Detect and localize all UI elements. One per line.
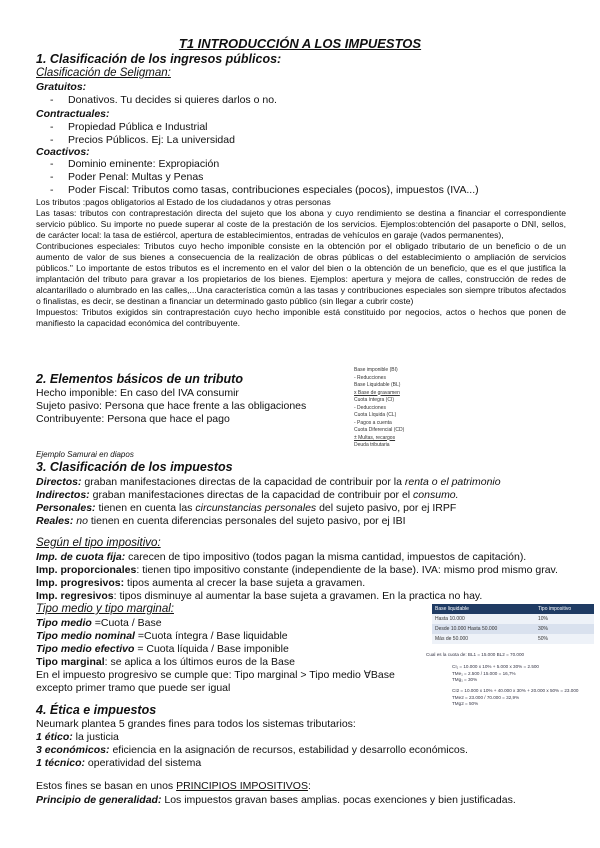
scheme-line: - Reducciones [354, 374, 386, 381]
tipo-medio-subheading: Tipo medio y tipo marginal: [36, 603, 174, 615]
table-header: Base liquidable [432, 604, 535, 614]
scheme-line: Cuota Líquida (CL) [354, 412, 397, 418]
liquidation-scheme [354, 367, 404, 450]
fin-tecnico: 1 técnico: operatividad del sistema [36, 757, 202, 769]
tipo-medio-line: Tipo medio =Cuota / Base [36, 617, 162, 629]
progresivo-rule: En el impuesto progresivo se cumple que: Tipo marginal > Tipo medio ∀Base [36, 669, 395, 681]
hecho-imponible: Hecho imponible: En caso del IVA consumir [36, 387, 239, 399]
seligman-subheading: Clasificación de Seligman: [36, 67, 171, 79]
table-header: Tipo impositivo [535, 604, 594, 614]
table-caption: Cual es la cuota de: BL1 = 15.000 BL2 = 70.000 [426, 652, 525, 657]
scheme-line: x Base de gravamen [354, 389, 400, 396]
sujeto-pasivo: Sujeto pasivo: Persona que hace frente a las obligaciones [36, 400, 307, 412]
regresivos-line: Imp. regresivos: tipos disminuye al aumentar la base sujeta a gravamen. En la practica no hay. [36, 590, 483, 602]
scheme-line: Cuota Diferencial (CD) [354, 427, 405, 433]
list-item: - Poder Penal: Multas y Penas [50, 171, 204, 183]
principios-line: Estos fines se basan en unos PRINCIPIOS IMPOSITIVOS: [36, 780, 311, 792]
progresivo-exception: excepto primer tramo que puede ser igual [36, 682, 231, 694]
principio-generalidad: Principio de generalidad: Los impuestos gravan bases amplias. pocas exenciones y bien justificadas. [36, 794, 516, 806]
tipo-medio-efectivo-line: Tipo medio efectivo = Cuota líquida / Base imponible [36, 643, 289, 655]
list-item: - Donativos. Tu decides si quieres darlos o no. [50, 94, 277, 106]
fin-etico: 1 ético: la justicia [36, 731, 119, 743]
fin-economicos: 3 económicos: eficiencia en la asignación de recursos, estabilidad y desarrollo económicos. [36, 744, 468, 756]
scheme-line: Cuota íntegra (CI) [354, 397, 395, 403]
list-item: - Precios Públicos. Ej: La universidad [50, 134, 235, 146]
table-row: Desde 10.000 Hasta 50.000 30% [432, 624, 594, 634]
section-2-heading: 2. Elementos básicos de un tributo [36, 372, 243, 386]
calc-block-1: CI₁ = 10.000 x 10% + 5.000 x 30% = 2.500 TMe₁ = 2.500 / 15.000 = 16,7% TMg₁ = 30% [452, 664, 539, 682]
reales-line: Reales: no tienen en cuenta diferencias personales del sujeto pasivo, por ej IBI [36, 515, 406, 527]
tipo-marginal-line: Tipo marginal: se aplica a los últimos euros de la Base [36, 656, 295, 668]
table-row: Más de 50.000 50% [432, 634, 594, 644]
scheme-line: - Deducciones [354, 404, 386, 411]
gratuitos-label: Gratuitos: [36, 81, 87, 93]
proporcionales-line: Imp. proporcionales: tienen tipo impositivo constante (independiente de la base). IVA: mismo prod mismo grav. [36, 564, 558, 576]
samurai-note: Ejemplo Samurai en diapos [36, 450, 134, 459]
scheme-line: Base imponible (BI) [354, 367, 398, 373]
scheme-line: Deuda tributaria [354, 442, 390, 448]
tipo-impositivo-subheading: Según el tipo impositivo: [36, 537, 161, 549]
scheme-line: - Pagos a cuenta [354, 419, 392, 426]
personales-line: Personales: tienen en cuenta las circunstancias personales del sujeto pasivo, por ej IRPF [36, 502, 457, 514]
section-4-heading: 4. Ética e impuestos [36, 703, 157, 717]
page-title: T1 INTRODUCCIÓN A LOS IMPUESTOS [178, 36, 422, 51]
calc-block-2: CI2 = 10.000 x 10% + 40.000 x 30% + 20.000 x 50% = 23.000 TMe2 = 23.000 / 70.000 = 32,9% TMg2 = 50% [452, 688, 579, 706]
tax-brackets-table [432, 604, 594, 644]
list-item: - Dominio eminente: Expropiación [50, 158, 220, 170]
list-item: - Propiedad Pública e Industrial [50, 121, 208, 133]
section-1-heading: 1. Clasificación de los ingresos públicos: [36, 52, 282, 66]
list-item: - Poder Fiscal: Tributos como tasas, contribuciones especiales (pocos), impuestos (IVA...) [50, 184, 479, 196]
section-3-heading: 3. Clasificación de los impuestos [36, 460, 233, 474]
cuota-fija-line: Imp. de cuota fija: carecen de tipo impositivo (todos pagan la misma cantidad, impuestos de capitación). [36, 551, 527, 563]
progresivos-line: Imp. progresivos: tipos aumenta al crecer la base sujeta a gravamen. [36, 577, 366, 589]
contractuales-label: Contractuales: [36, 108, 110, 120]
scheme-line: Base Liquidable (BL) [354, 382, 401, 388]
indirectos-line: Indirectos: graban manifestaciones directas de la capacidad de contribuir por el consumo. [36, 489, 459, 501]
tributos-paragraph: Los tributos :pagos obligatorios al Estado de los ciudadanos y otras personas Las tasas: tributos con contraprestación directa del sujeto que los abona y cuyo rendimiento se destina a financiar el correspondiente servicio público. Su importe no puede superar al coste de la prestación de los servicios. Ejemplos:obtención del pasaporte o DNI, sellos, de carácter local: la tasa de estiércol, apertura de establecimientos, entradas de vehículos en garaje (vados permanentes), Contribuciones especiales: Tributos cuyo hecho imponible consiste en la obtención por el obligado tributario de un beneficio o de un aumento de valor de sus bienes a consecuencia de la realización de obras públicas o del establecimiento o ampliación de servicios públicos." Lo importante de estos tributos es el incremento en el valor del bien o la obtención de un beneficio, que es el que justifica la implantación del tributo para gravar a los propietarios de los bienes. Ejemplos: apertura y mejora de calles, construcción de redes de alcantarillado o alumbrado en las calles,...Una característica común a las tasas y contribuciones especiales son siempre tributos afectados o finalistas, es decir, se destinan a financiar un determinado gasto público (sin llegar a cubrir coste) Impuestos: Tributos exigidos sin contraprestación cuyo hecho imponible está constituido por negocios, actos o hechos que ponen de manifiesto la capacidad económica del contribuyente. [36, 197, 566, 328]
neumark-intro: Neumark plantea 5 grandes fines para todos los sistemas tributarios: [36, 718, 356, 730]
contribuyente: Contribuyente: Persona que hace el pago [36, 413, 230, 425]
coactivos-label: Coactivos: [36, 146, 90, 158]
table-row: Hasta 10.000 10% [432, 614, 594, 624]
tipo-medio-nominal-line: Tipo medio nominal =Cuota íntegra / Base liquidable [36, 630, 288, 642]
scheme-line: ± Multas, recargos [354, 434, 396, 441]
directos-line: Directos: graban manifestaciones directas de la capacidad de contribuir por la renta o el patrimonio [36, 476, 501, 488]
